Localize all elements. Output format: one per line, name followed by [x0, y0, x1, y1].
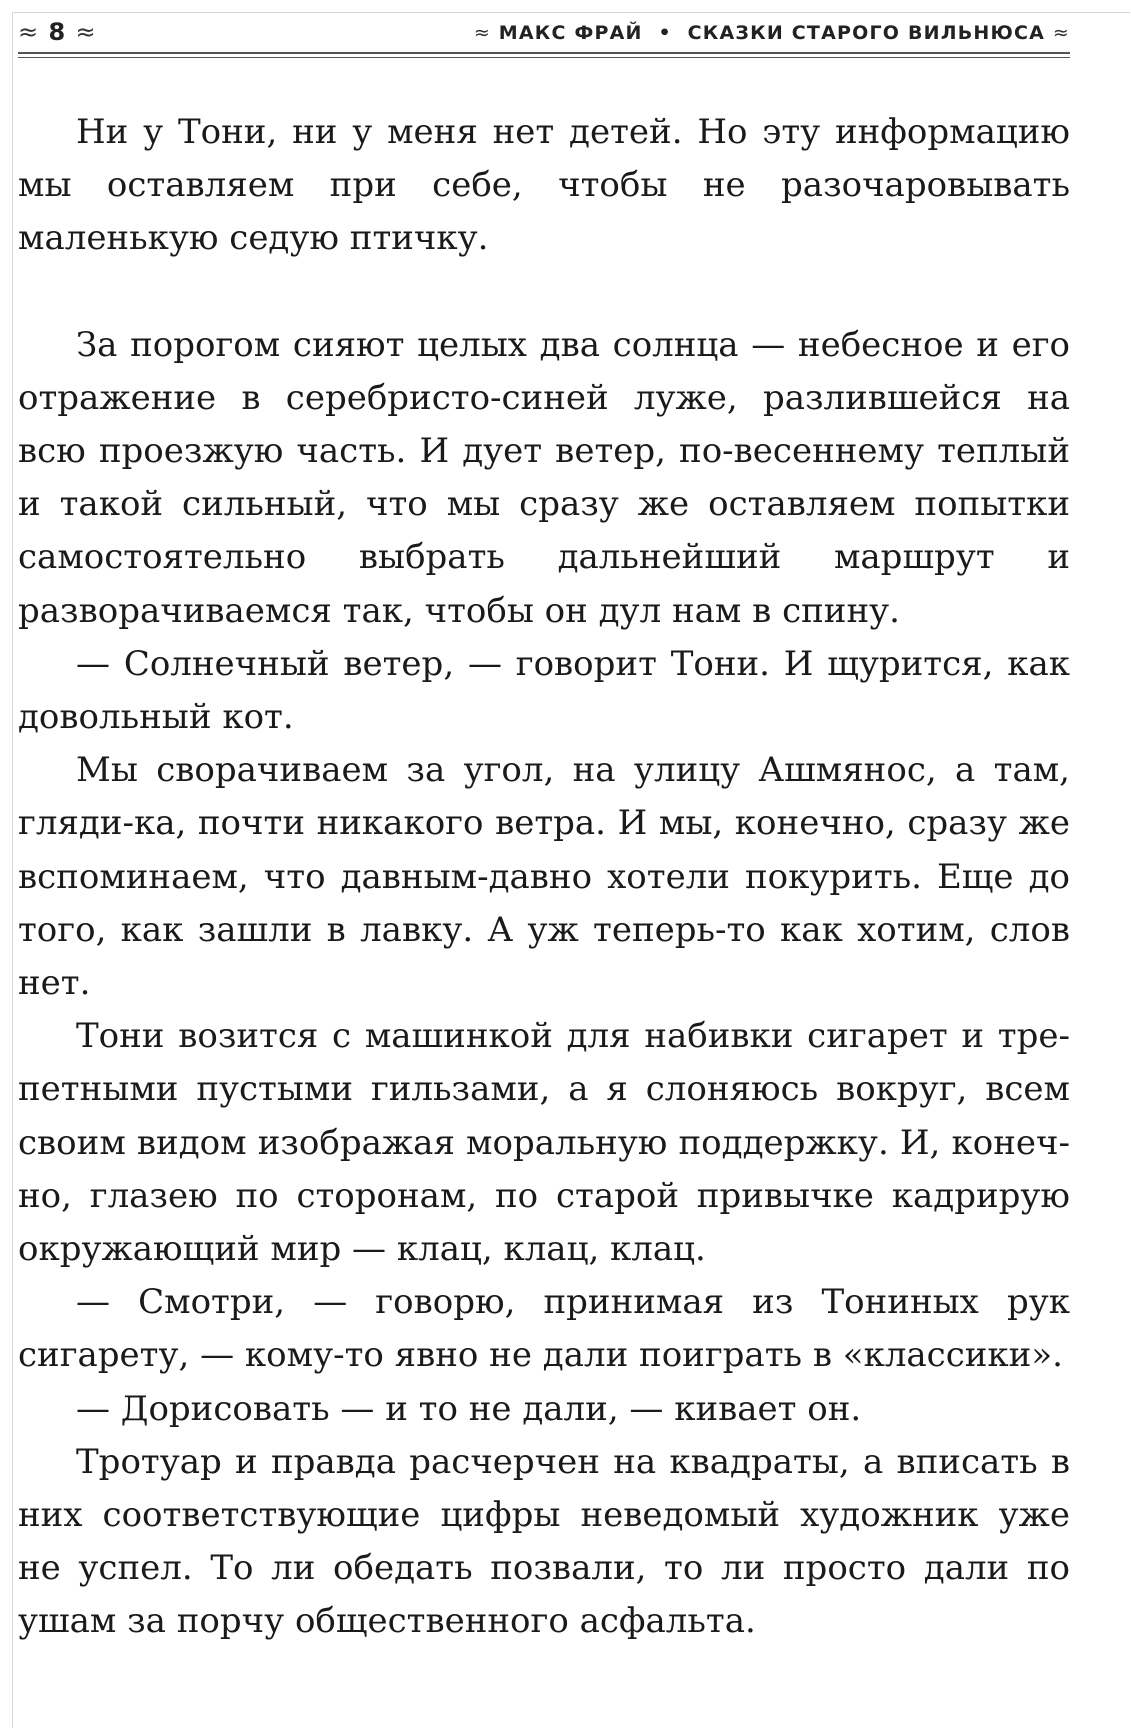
ornament-tilde: ≈	[473, 22, 491, 44]
header-separator: •	[658, 22, 672, 44]
paragraph: — Солнечный ветер, — говорит Тони. И щурится, как довольный кот.	[18, 643, 1070, 738]
running-title	[474, 22, 1070, 44]
paragraph: — Смотри, — говорю, принимая из Тониных рук сигарету, — кому-то явно не дали поиграть в «классики».	[18, 1282, 1070, 1376]
paragraph: За порогом сияют целых два солнца — небесное и его отражение в серебристо-синей луже, разлившейся на всю проезжую часть. И дует ветер, по-весеннему теплый и такой сильный, что мы сразу же оставляем попытки самостоятельно выбрать дальнейший маршрут и разворачиваемся так, чтобы он дул нам в спину.	[18, 324, 1070, 631]
ornament-tilde: ≈	[18, 18, 40, 46]
paragraph: — Дорисовать — и то не дали, — кивает он.	[76, 1388, 862, 1429]
author-name: МАКС ФРАЙ	[498, 22, 643, 44]
text-body	[18, 106, 1070, 1649]
paragraph: Тони возится с машинкой для набивки сигарет и трепетными пустыми гильзами, а я слоняюсь вокруг, всем своим видом изображая моральную поддержку. И, конечно, глазею по сторонам, по старой привычке кадрирую окружающий мир — клац, клац, клац.	[18, 1016, 1070, 1270]
paragraph: Ни у Тони, ни у меня нет детей. Но эту информацию мы оставляем при себе, чтобы не разочаровывать маленькую седую птичку.	[18, 112, 1070, 259]
page-number-block	[18, 18, 97, 46]
ornament-tilde: ≈	[1052, 22, 1070, 44]
book-title: СКАЗКИ СТАРОГО ВИЛЬНЮСА	[687, 22, 1046, 44]
ornament-tilde: ≈	[75, 18, 97, 46]
paragraph: Мы сворачиваем за угол, на улицу Ашмянос, а там, гляди-ка, почти никакого ветра. И мы, конечно, сразу же вспоминаем, что давным-давно хотели покурить. Еще до того, как зашли в лавку. А уж теперь-то как хотим, слов нет.	[18, 750, 1070, 1004]
page-number: 8	[48, 18, 67, 46]
header-rule	[18, 52, 1070, 58]
paragraph: Тротуар и правда расчерчен на квадраты, а вписать в них соответствующие цифры неведомый художник уже не успел. То ли обедать позвали, то ли просто дали по ушам за порчу общественного асфальта.	[18, 1441, 1070, 1642]
